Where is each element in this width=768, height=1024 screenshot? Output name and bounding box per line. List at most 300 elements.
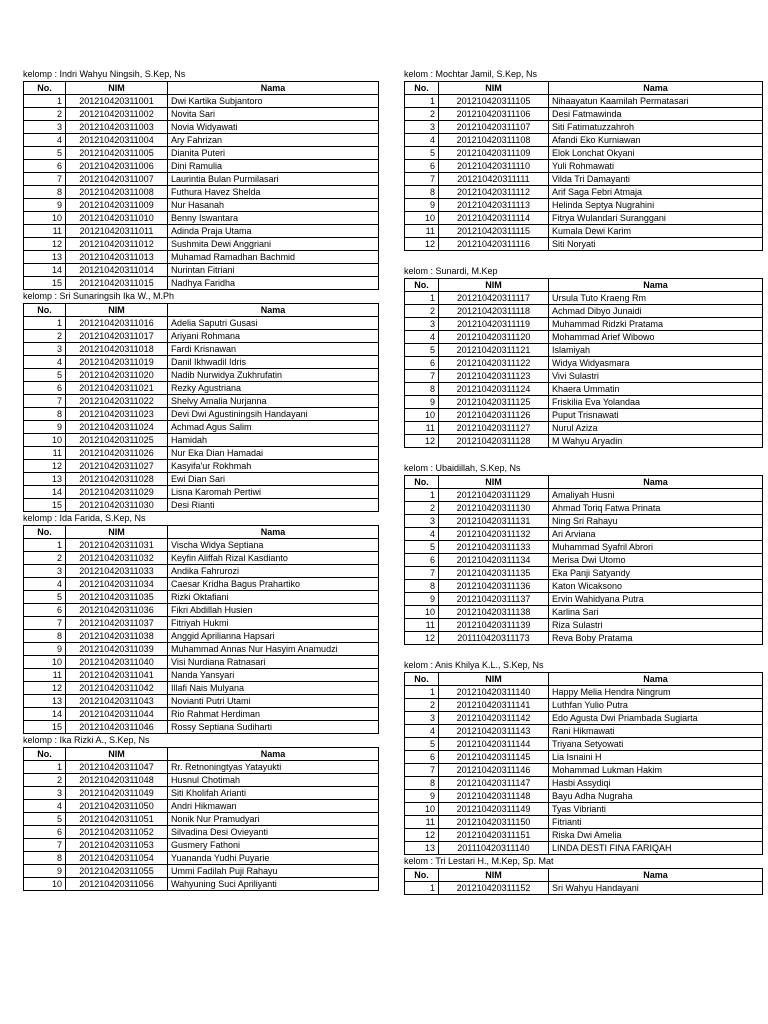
- row-nim: 201210420311040: [66, 656, 168, 669]
- table-row: [24, 865, 379, 878]
- row-number: 14: [24, 486, 66, 499]
- row-name: Puput Trisnawati: [549, 409, 763, 422]
- table-row: [405, 199, 763, 212]
- row-number: 2: [24, 108, 66, 121]
- row-number: 9: [405, 396, 439, 409]
- table-row: [24, 552, 379, 565]
- group-block: [23, 68, 378, 290]
- left-column: [23, 68, 378, 891]
- table-row: [405, 764, 763, 777]
- row-nim: 201210420311140: [439, 686, 549, 699]
- row-name: Ummi Fadilah Puji Rahayu: [168, 865, 379, 878]
- row-nim: 201210420311042: [66, 682, 168, 695]
- row-name: Edo Agusta Dwi Priambada Sugiarta: [549, 712, 763, 725]
- header-nim: NIM: [66, 748, 168, 761]
- row-number: 8: [405, 186, 439, 199]
- row-nim: 201210420311049: [66, 787, 168, 800]
- row-name: Hasbi Assydiqi: [549, 777, 763, 790]
- table-row: [405, 554, 763, 567]
- row-number: 9: [24, 199, 66, 212]
- table-row: [24, 356, 379, 369]
- row-name: Widya Widyasmara: [549, 357, 763, 370]
- row-nim: 201210420311145: [439, 751, 549, 764]
- row-number: 3: [405, 712, 439, 725]
- table-row: [405, 580, 763, 593]
- row-name: Nurintan Fitriani: [168, 264, 379, 277]
- row-name: Luthfan Yulio Putra: [549, 699, 763, 712]
- row-name: Dini Ramulia: [168, 160, 379, 173]
- table-row: [24, 499, 379, 512]
- row-nim: 201210420311005: [66, 147, 168, 160]
- table-row: [405, 882, 763, 895]
- table-body: [405, 686, 763, 855]
- group-title: kelom : Anis Khilya K.L., S.Kep, Ns: [404, 660, 544, 670]
- row-name: Hamidah: [168, 434, 379, 447]
- row-number: 11: [24, 669, 66, 682]
- header-nama: Nama: [549, 82, 763, 95]
- row-nim: 201210420311114: [439, 212, 549, 225]
- row-name: Triyana Setyowati: [549, 738, 763, 751]
- row-number: 5: [405, 147, 439, 160]
- row-nim: 201210420311148: [439, 790, 549, 803]
- table-row: [24, 565, 379, 578]
- table-row: [405, 619, 763, 632]
- row-name: Vivi Sulastri: [549, 370, 763, 383]
- table-row: [405, 409, 763, 422]
- row-nim: 201210420311036: [66, 604, 168, 617]
- row-nim: 201210420311006: [66, 160, 168, 173]
- table-row: [24, 800, 379, 813]
- row-name: Katon Wicaksono: [549, 580, 763, 593]
- row-nim: 201210420311021: [66, 382, 168, 395]
- row-name: Nihaayatun Kaamilah Permatasari: [549, 95, 763, 108]
- row-number: 7: [24, 173, 66, 186]
- table-row: [24, 617, 379, 630]
- row-number: 7: [405, 567, 439, 580]
- row-nim: 201210420311144: [439, 738, 549, 751]
- row-number: 1: [24, 317, 66, 330]
- row-name: Muhammad Annas Nur Hasyim Anamudzi: [168, 643, 379, 656]
- row-nim: 201210420311027: [66, 460, 168, 473]
- row-nim: 201210420311112: [439, 186, 549, 199]
- table-body: [24, 539, 379, 734]
- group-title: kelom : Mochtar Jamil, S.Kep, Ns: [404, 69, 538, 79]
- group-block: [404, 68, 768, 251]
- row-name: Achmad Agus Salim: [168, 421, 379, 434]
- row-nim: 201210420311033: [66, 565, 168, 578]
- row-nim: 201210420311037: [66, 617, 168, 630]
- row-number: 8: [24, 408, 66, 421]
- row-name: Karlina Sari: [549, 606, 763, 619]
- roster-table: [404, 868, 763, 895]
- row-nim: 201210420311024: [66, 421, 168, 434]
- row-number: 10: [24, 212, 66, 225]
- row-number: 4: [24, 134, 66, 147]
- group-block: [404, 855, 768, 895]
- table-row: [405, 435, 763, 448]
- row-nim: 201210420311137: [439, 593, 549, 606]
- row-number: 11: [405, 816, 439, 829]
- row-number: 1: [24, 95, 66, 108]
- row-number: 1: [405, 882, 439, 895]
- header-row: [24, 748, 379, 761]
- row-nim: 201210420311117: [439, 292, 549, 305]
- row-number: 3: [405, 318, 439, 331]
- row-nim: 201210420311025: [66, 434, 168, 447]
- table-row: [405, 593, 763, 606]
- table-row: [24, 395, 379, 408]
- roster-table: [23, 81, 379, 290]
- table-header: [405, 279, 763, 292]
- table-row: [24, 369, 379, 382]
- table-row: [24, 682, 379, 695]
- row-number: 10: [24, 434, 66, 447]
- row-name: Ewi Dian Sari: [168, 473, 379, 486]
- row-nim: 201210420311119: [439, 318, 549, 331]
- table-row: [24, 486, 379, 499]
- table-row: [24, 434, 379, 447]
- row-name: Adelia Saputri Gusasi: [168, 317, 379, 330]
- row-nim: 201210420311054: [66, 852, 168, 865]
- table-row: [24, 447, 379, 460]
- table-row: [24, 604, 379, 617]
- row-number: 11: [405, 225, 439, 238]
- header-nim: NIM: [66, 82, 168, 95]
- row-number: 6: [405, 160, 439, 173]
- row-name: Siti Kholifah Arianti: [168, 787, 379, 800]
- table-row: [405, 541, 763, 554]
- row-number: 2: [24, 330, 66, 343]
- row-nim: 201210420311007: [66, 173, 168, 186]
- group-title: kelomp : Indri Wahyu Ningsih, S.Kep, Ns: [23, 69, 186, 79]
- header-row: [405, 476, 763, 489]
- row-nim: 201210420311003: [66, 121, 168, 134]
- row-number: 4: [405, 331, 439, 344]
- header-nama: Nama: [168, 748, 379, 761]
- row-nim: 201210420311056: [66, 878, 168, 891]
- row-name: Islamiyah: [549, 344, 763, 357]
- row-name: Silvadina Desi Ovieyanti: [168, 826, 379, 839]
- row-name: Mohammad Lukman Hakim: [549, 764, 763, 777]
- row-number: 3: [24, 787, 66, 800]
- right-column: [404, 68, 768, 895]
- row-nim: 201210420311113: [439, 199, 549, 212]
- table-row: [405, 95, 763, 108]
- table-row: [24, 591, 379, 604]
- table-row: [405, 344, 763, 357]
- row-number: 12: [405, 632, 439, 645]
- table-body: [24, 761, 379, 891]
- row-nim: 201110420311140: [439, 842, 549, 855]
- table-row: [24, 460, 379, 473]
- row-number: 15: [24, 499, 66, 512]
- row-nim: 201210420311139: [439, 619, 549, 632]
- table-row: [24, 643, 379, 656]
- table-header: [24, 304, 379, 317]
- table-row: [405, 725, 763, 738]
- header-row: [405, 82, 763, 95]
- header-nim: NIM: [439, 673, 549, 686]
- row-number: 15: [24, 277, 66, 290]
- row-name: Vilda Tri Damayanti: [549, 173, 763, 186]
- row-nim: 201210420311053: [66, 839, 168, 852]
- row-name: Novianti Putri Utami: [168, 695, 379, 708]
- row-nim: 201210420311108: [439, 134, 549, 147]
- table-row: [24, 852, 379, 865]
- row-number: 5: [24, 147, 66, 160]
- row-number: 12: [405, 435, 439, 448]
- row-number: 3: [24, 565, 66, 578]
- row-nim: 201210420311141: [439, 699, 549, 712]
- table-body: [405, 292, 763, 448]
- row-number: 12: [405, 829, 439, 842]
- table-row: [24, 761, 379, 774]
- table-row: [24, 147, 379, 160]
- row-number: 5: [24, 813, 66, 826]
- header-row: [405, 869, 763, 882]
- roster-table: [404, 475, 763, 645]
- row-number: 5: [405, 738, 439, 751]
- row-name: M Wahyu Aryadin: [549, 435, 763, 448]
- row-name: Rezky Agustriana: [168, 382, 379, 395]
- row-number: 2: [405, 108, 439, 121]
- row-number: 6: [24, 604, 66, 617]
- row-name: Ariyani Rohmana: [168, 330, 379, 343]
- table-row: [24, 225, 379, 238]
- table-row: [405, 331, 763, 344]
- group-block: [23, 512, 378, 734]
- row-number: 7: [405, 370, 439, 383]
- table-row: [24, 408, 379, 421]
- row-number: 14: [24, 264, 66, 277]
- row-name: Futhura Havez Shelda: [168, 186, 379, 199]
- row-nim: 201210420311126: [439, 409, 549, 422]
- row-nim: 201210420311110: [439, 160, 549, 173]
- row-name: Illafi Nais Mulyana: [168, 682, 379, 695]
- row-name: Rossy Septiana Sudiharti: [168, 721, 379, 734]
- row-number: 10: [405, 212, 439, 225]
- row-name: Andika Fahrurozi: [168, 565, 379, 578]
- row-nim: 201210420311041: [66, 669, 168, 682]
- row-nim: 201210420311142: [439, 712, 549, 725]
- header-no: No.: [405, 279, 439, 292]
- group-block: [404, 462, 768, 645]
- row-name: Elok Lonchat Okyani: [549, 147, 763, 160]
- row-nim: 201210420311123: [439, 370, 549, 383]
- table-row: [405, 225, 763, 238]
- row-name: Siti Fatimatuzzahroh: [549, 121, 763, 134]
- row-name: Sri Wahyu Handayani: [549, 882, 763, 895]
- row-nim: 201210420311015: [66, 277, 168, 290]
- table-row: [24, 813, 379, 826]
- row-number: 10: [405, 803, 439, 816]
- row-name: Fardi Krisnawan: [168, 343, 379, 356]
- row-number: 11: [24, 225, 66, 238]
- header-nim: NIM: [66, 304, 168, 317]
- table-row: [24, 251, 379, 264]
- row-nim: 201210420311136: [439, 580, 549, 593]
- table-row: [405, 357, 763, 370]
- row-name: Rani Hikmawati: [549, 725, 763, 738]
- row-nim: 201210420311028: [66, 473, 168, 486]
- row-name: Nonik Nur Pramudyari: [168, 813, 379, 826]
- header-no: No.: [24, 748, 66, 761]
- group-title: kelomp : Sri Sunaringsih Ika W., M.Ph: [23, 291, 175, 301]
- row-name: Desi Fatmawinda: [549, 108, 763, 121]
- row-nim: 201210420311131: [439, 515, 549, 528]
- row-name: Vischa Widya Septiana: [168, 539, 379, 552]
- row-name: Andri Hikmawan: [168, 800, 379, 813]
- table-row: [405, 108, 763, 121]
- row-number: 1: [405, 95, 439, 108]
- row-name: Fikri Abdillah Husien: [168, 604, 379, 617]
- row-name: Reva Boby Pratama: [549, 632, 763, 645]
- table-body: [405, 95, 763, 251]
- table-body: [24, 95, 379, 290]
- row-number: 10: [24, 656, 66, 669]
- row-nim: 201210420311017: [66, 330, 168, 343]
- row-nim: 201210420311019: [66, 356, 168, 369]
- row-number: 4: [24, 578, 66, 591]
- header-row: [24, 526, 379, 539]
- row-number: 12: [24, 460, 66, 473]
- table-row: [405, 712, 763, 725]
- row-nim: 201210420311130: [439, 502, 549, 515]
- row-name: Friskilia Eva Yolandaa: [549, 396, 763, 409]
- row-number: 5: [405, 344, 439, 357]
- row-nim: 201210420311029: [66, 486, 168, 499]
- header-no: No.: [405, 673, 439, 686]
- row-name: Arif Saga Febri Atmaja: [549, 186, 763, 199]
- row-number: 11: [24, 447, 66, 460]
- row-nim: 201210420311129: [439, 489, 549, 502]
- row-number: 1: [24, 539, 66, 552]
- row-number: 9: [405, 199, 439, 212]
- roster-table: [23, 747, 379, 891]
- row-nim: 201210420311147: [439, 777, 549, 790]
- group-spacer: [404, 251, 768, 265]
- table-row: [405, 842, 763, 855]
- table-row: [24, 539, 379, 552]
- row-nim: 201210420311051: [66, 813, 168, 826]
- roster-table: [404, 672, 763, 855]
- row-nim: 201210420311038: [66, 630, 168, 643]
- row-number: 8: [24, 852, 66, 865]
- row-name: Visi Nurdiana Ratnasari: [168, 656, 379, 669]
- group-block: [404, 265, 768, 448]
- row-name: Keyfin Aliffah Rizal Kasdianto: [168, 552, 379, 565]
- table-row: [24, 382, 379, 395]
- row-name: Ursula Tuto Kraeng Rm: [549, 292, 763, 305]
- row-name: Nur Eka Dian Hamadai: [168, 447, 379, 460]
- row-number: 7: [24, 617, 66, 630]
- table-row: [24, 186, 379, 199]
- group-title: kelom : Sunardi, M.Kep: [404, 266, 498, 276]
- row-name: Riska Dwi Amelia: [549, 829, 763, 842]
- row-number: 2: [405, 699, 439, 712]
- table-row: [405, 489, 763, 502]
- row-nim: 201210420311001: [66, 95, 168, 108]
- row-nim: 201210420311115: [439, 225, 549, 238]
- row-name: Happy Melia Hendra Ningrum: [549, 686, 763, 699]
- table-row: [24, 330, 379, 343]
- table-row: [24, 878, 379, 891]
- row-nim: 201210420311109: [439, 147, 549, 160]
- row-name: Desi Rianti: [168, 499, 379, 512]
- table-row: [405, 318, 763, 331]
- row-number: 4: [405, 725, 439, 738]
- table-row: [24, 826, 379, 839]
- row-nim: 201210420311035: [66, 591, 168, 604]
- row-nim: 201210420311122: [439, 357, 549, 370]
- header-nim: NIM: [439, 279, 549, 292]
- table-row: [24, 839, 379, 852]
- header-nim: NIM: [439, 476, 549, 489]
- row-number: 6: [405, 554, 439, 567]
- table-row: [24, 343, 379, 356]
- row-name: Fitrianti: [549, 816, 763, 829]
- table-row: [24, 656, 379, 669]
- row-name: Rizki Oktafiani: [168, 591, 379, 604]
- row-number: 4: [24, 356, 66, 369]
- row-number: 3: [24, 343, 66, 356]
- table-header: [24, 748, 379, 761]
- group-title: kelomp : Ika Rizki A., S.Kep, Ns: [23, 735, 150, 745]
- row-number: 1: [405, 686, 439, 699]
- row-name: Nadhya Faridha: [168, 277, 379, 290]
- row-name: Khaera Ummatin: [549, 383, 763, 396]
- row-nim: 201210420311132: [439, 528, 549, 541]
- row-nim: 201210420311143: [439, 725, 549, 738]
- row-nim: 201210420311014: [66, 264, 168, 277]
- table-header: [24, 526, 379, 539]
- row-nim: 201210420311152: [439, 882, 549, 895]
- table-row: [24, 708, 379, 721]
- row-name: Siti Noryati: [549, 238, 763, 251]
- table-row: [24, 95, 379, 108]
- row-name: LINDA DESTI FINA FARIQAH: [549, 842, 763, 855]
- row-number: 7: [24, 395, 66, 408]
- row-nim: 201210420311125: [439, 396, 549, 409]
- row-number: 5: [405, 541, 439, 554]
- table-row: [24, 264, 379, 277]
- row-nim: 201210420311048: [66, 774, 168, 787]
- header-nama: Nama: [549, 279, 763, 292]
- table-row: [405, 238, 763, 251]
- header-nama: Nama: [168, 82, 379, 95]
- row-name: Caesar Kridha Bagus Prahartiko: [168, 578, 379, 591]
- row-name: Novita Sari: [168, 108, 379, 121]
- group-spacer: [404, 448, 768, 462]
- row-nim: 201210420311020: [66, 369, 168, 382]
- row-number: 7: [24, 839, 66, 852]
- row-name: Kumala Dewi Karim: [549, 225, 763, 238]
- row-number: 8: [405, 777, 439, 790]
- row-nim: 201210420311105: [439, 95, 549, 108]
- row-name: Kasyifa'ur Rokhmah: [168, 460, 379, 473]
- table-row: [405, 686, 763, 699]
- header-row: [24, 82, 379, 95]
- row-nim: 201210420311002: [66, 108, 168, 121]
- row-number: 5: [24, 369, 66, 382]
- row-name: Fitriyah Hukmi: [168, 617, 379, 630]
- row-name: Devi Dwi Agustiningsih Handayani: [168, 408, 379, 421]
- row-name: Eka Panji Satyandy: [549, 567, 763, 580]
- table-row: [405, 738, 763, 751]
- table-row: [405, 396, 763, 409]
- group-title: kelom : Ubaidillah, S.Kep, Ns: [404, 463, 521, 473]
- row-nim: 201210420311031: [66, 539, 168, 552]
